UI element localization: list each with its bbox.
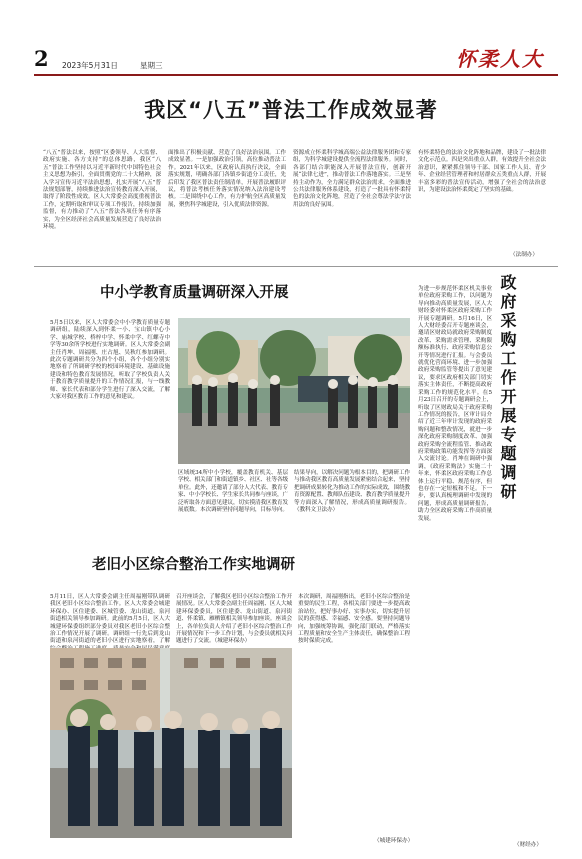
lead-byline: （法制办） <box>510 252 538 258</box>
education-column-3: 结果导向，以解决问题为根本目的，把调研工作与推动我区教育高质量发展紧密结合起来，坚持把调研成果转化为推动工作的实际成效，围绕教育资源配置、教师队伍建设、教育教学质量提升等方面深入了解情况，形成高质量调研报告。（教科文卫法办） <box>294 470 410 514</box>
community-column-3: 本次调研，周福刚指出，老旧小区综合整治是重要的民生工程，各相关部门要进一步提高政治站位，把好事办好、实事办实，切实提升居民的获得感、幸福感、安全感。要坚持问题导向，加强统筹协调，强化部门联动，严格落实工程质量和安全生产主体责任，确保整治工程按时保质完成。 <box>298 594 410 645</box>
lead-column-2: 面推出了积极贡献、营造了良好法治氛围。工作成效显著。一是加强政治引领，高位推动普法工作。2021年以来，区政府认真执行决议，全面落实规划，明确各部门各镇乡街道分工责任，先后印发了我区普法责任制清单，开展普法履职评议，将普法考核任务落实情况纳入法治建设考核。二是围绕中心工作，有力护航全区高质量发展，聚焦科学城建设，引入优质法律资源。 <box>168 150 286 208</box>
education-photo <box>178 318 410 464</box>
paper-name-logo: 怀柔人大 <box>456 47 544 71</box>
lead-column-4: 有怀柔特色的法治文化阵地和品牌，建设了一批法律文化示范点。四是突出重点人群，有效提升全社会法治意识，紧紧抓住领导干部、国家工作人员、青少年、企业经营管理者和村居群众五类重点人群，开展丰富多彩的普法宣传活动，增强了全社会的法治意识，为建设法治怀柔奠定了坚实的基础。 <box>418 150 546 194</box>
issue-weekday: 星期三 <box>140 61 163 70</box>
section-divider <box>34 266 558 267</box>
community-byline: （城建环保办） <box>374 838 414 844</box>
community-column-1: 5月11日，区人大常委会副主任周福刚带队调研我区老旧小区综合整治工作。区人大常委会城建环保办、区住建委、区城管委、龙山街道、泉河街道相关领导参加调研。此前的5月5日，区人大城建环保委组织部分委员对我区老旧小区综合整治工作情况开展了调研。调研组一行先后到龙山街道和泉河街道的老旧小区进行实地察看，了解 <box>50 594 170 645</box>
lead-headline: 我区“八五”普法工作成效显著 <box>144 98 438 122</box>
lead-column-3: 资源成立怀柔科学城高端公益法律服务团和专家组，为科学城建设提供全流程法律服务。同时，各部门结合职能深入开展普法宣传，创新开展“法律七进”，推动普法工作落地落实。三是坚持主动作为，全力满足群众法治需求，全面推进公共法律服务体系建设，打造了一批具有怀柔特色的法治文化阵地，营造了全社会尊法学法守法用法的良好氛围。 <box>293 150 411 208</box>
masthead-rule <box>34 74 558 76</box>
community-column-2: 召开座谈会，了解我区老旧小区综合整治工作开展情况。区人大常委会副主任周福刚、区人大城建环保委委员，区住建委、龙山街道、泉河街道、怀柔镇、雁栖镇相关领导参加座谈。座谈会上，各单位负责人介绍了老旧小区综合整治工作开展情况和下一步工作计划，与会委员就相关问题进行了交流。（城建环保办） <box>176 594 292 645</box>
community-photo <box>50 648 292 838</box>
lead-column-1: “八五”普法以来，按照“区委领导、人大监督、政府实施、各方支持”的总体思路，我区“八五”普法工作坚持以习近平新时代中国特色社会主义思想为指引，全面贯彻党的二十大精神，深入学习宣传习近平法治思想，扎实开展“八五”普法规划部署，持续推进法治宣传教育深入开展，取得了阶段性成效。区人大常委会高度重视普法工作，定期听取和审议专项工作报告，持续加强监督，有力推动了“八五”普法各项任务有序落实，为全区经济社会高质量发展营造了良好法治环境。 <box>43 150 161 231</box>
education-column-1: 5月5日以来，区人大常委会中小学教育质量专题调研组，陆续深入到怀柔一小、宝山镇中心小学、庙城学校、桥梓中学、怀柔中学、红螺寺中学等30余所学校进行实地调研。区人大常委会副主任肖坤、周福刚、庄占旭、吴秋红参加调研。此次专题调研共分为四个小组，各个小组分别实地察看了所调研学校的校园环境建设、基础设施建设和特色教育发展情况，听取了学校负责人关于教育教学质量提升的工作情况汇报，与一线教师、家长代表和部分学生进行了深入交流，了解大家对我区教育工作的意见和建议。 <box>50 320 170 401</box>
education-column-2: 区域统34所中小学校，覆盖教育机关、基层学校、相关部门和街道镇乡、社区、社等各级单位。此外，还邀请了部分人大代表、教育专家、中小学校长、学生家长共同参与座谈，广泛听取各方面意见建议，切实摸清我区教育发展底数。本次调研坚持问题导向，目标导向。 <box>178 470 288 514</box>
education-headline: 中小学教育质量调研深入开展 <box>100 285 289 301</box>
procurement-byline: （财经办） <box>514 842 542 848</box>
community-headline: 老旧小区综合整治工作实地调研 <box>92 557 295 573</box>
procurement-column: 为进一步规范怀柔区机关事业单位政府采购工作，以问题为导向推动高质量发展，区人大财经委对怀柔区政府采购工作开展专题调研。5月16日，区人大财经委召开专题座谈会，邀请区财政局就政府采购制度改革、采购需求管理、采购限额标准执行、政府采购信息公开等情况进行汇报。与会委员就优化营商环境、进一步加强政府采购监管等提出了意见建议，要求区政府相关部门切实落实主体责任，不断提高政府采购工作的规范化水平。在5月23日召开的专题调研会上，听取了区财政局关于政府采购工作情况的报告，区审计局介绍了近三年审计发现的政府采购问题和整改情况，就进一步深化政府采购制度改革、加强政府采购全流程监管、推动政府采购政策功能发挥等方面深入交流讨论。肖坤在调研中强调，《政府采购法》实施二十年来，怀柔区政府采购工作总体上运行平稳、规范有序，但也存在一定短板和不足。下一步，要认真梳理调研中发现的问题，形成高质量调研报告，助力全区政府采购工作高质量发展。 <box>418 286 492 522</box>
procurement-vertical-headline: 政府采购工作开展专题调研 <box>498 274 517 502</box>
issue-date: 2023年5月31日 <box>62 61 118 70</box>
page-number: 2 <box>34 46 49 71</box>
